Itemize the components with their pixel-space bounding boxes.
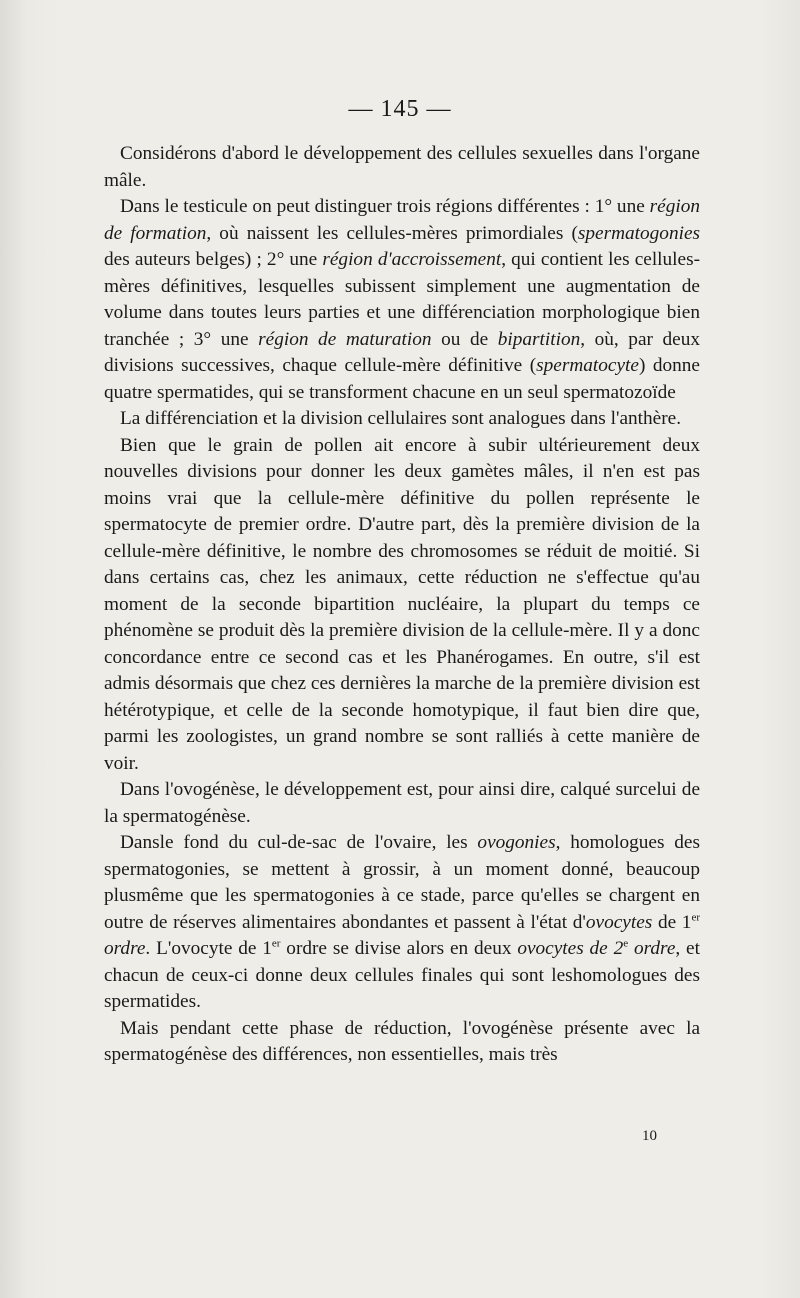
italic-term: ovogonies bbox=[477, 832, 556, 853]
italic-term: ovocytes de 2 bbox=[517, 938, 624, 959]
paragraph: Dansle fond du cul-de-sac de l'ovaire, les ovogonies, homologues des spermatogonies, se mettent à grossir, à un moment donné, beaucoup plusmême que les spermatogonies à ce stade, parce qu'elles se chargent en outre de réserves alimentaires abondantes et passent à l'état d'ovocytes de 1er ordre. L'ovocyte de 1er ordre se divise alors en deux ovocytes de 2e ordre, et chacun de ceux-ci donne deux cellules finales qui sont leshomologues des spermatides. bbox=[104, 832, 700, 1012]
italic-term: ovocytes bbox=[585, 911, 653, 933]
signature-mark: 10 bbox=[642, 1128, 657, 1144]
paragraph: Bien que le grain de pollen ait encore à subir ultérieurement deux nouvelles divisions pour donner les deux gamètes mâles, il n'en est pas moins vrai que la cellule-mère définitive du pollen représente le spermatocyte de premier ordre. D'autre part, dès la première division de la cellule-mère définitive, le nombre des chromosomes se réduit de moitié. Si dans certains cas, chez les animaux, cette réduction ne s'effectue qu'au moment de la seconde bipartition nucléaire, la plupart du temps ce phénomène se produit dès la première division de la cellule-mère. Il y a donc concordance entre ce second cas et les Phanérogames. En outre, s'il est admis désormais que chez ces dernières la marche de la première division est hétérotypique, et celle de la seconde homotypique, il faut bien dire que, parmi les zoologistes, un grand nombre se sont ralliés à cette manière de voir. bbox=[104, 434, 700, 774]
italic-term: bipartition bbox=[497, 328, 581, 350]
paragraph: Dans le testicule on peut distinguer trois régions différentes : 1° une région de formation, où naissent les cellules-mères primordiales (spermatogonies des auteurs belges) ; 2° une région d'accroissement, qui contient les cellules-mères définitives, lesquelles subissent simplement une augmentation de volume dans toutes leurs parties et une différenciation morphologique bien tranchée ; 3° une région de maturation ou de bipartition, où, par deux divisions successives, chaque cellule-mère définitive (spermatocyte) donne quatre spermatides, qui se transforment chacune en un seul spermatozoïde bbox=[104, 196, 701, 403]
body-text bbox=[104, 141, 700, 1069]
paragraph: Dans l'ovogénèse, le développement est, pour ainsi dire, calqué surcelui de la spermatogénèse. bbox=[104, 779, 700, 827]
paragraph: Considérons d'abord le développement des cellules sexuelles dans l'organe mâle. bbox=[104, 143, 700, 191]
page-number: — 145 — bbox=[348, 96, 452, 122]
italic-term: région d'accroissement bbox=[322, 249, 502, 270]
paragraph: Mais pendant cette phase de réduction, l'ovogénèse présente avec la spermatogénèse des différences, non essentielles, mais très bbox=[104, 1017, 700, 1065]
italic-term: région de formation bbox=[104, 196, 700, 244]
italic-term: région de maturation bbox=[258, 328, 432, 350]
italic-term: spermatogonies bbox=[577, 222, 700, 244]
italic-term: spermatocyte bbox=[536, 355, 639, 376]
paragraph: La différenciation et la division cellulaires sont analogues dans l'anthère. bbox=[120, 408, 682, 429]
italic-term: ordre bbox=[104, 938, 146, 959]
italic-term: ordre bbox=[628, 938, 676, 959]
